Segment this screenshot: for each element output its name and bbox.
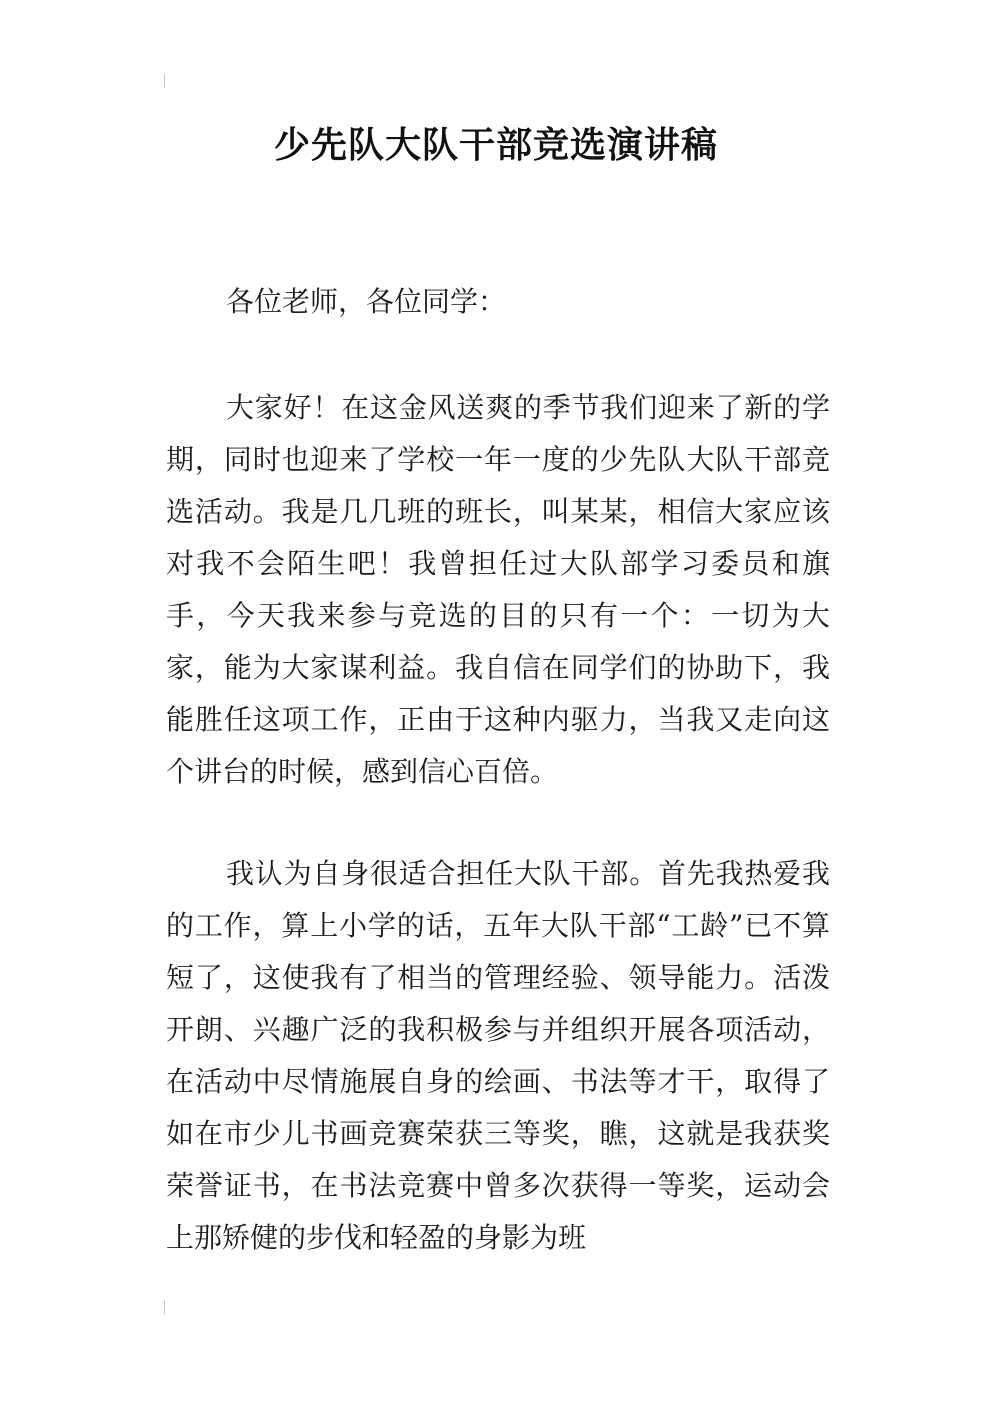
greeting-line: 各位老师，各位同学： <box>226 285 507 318</box>
page-corner-mark-top <box>164 74 165 88</box>
document-title: 少先队大队干部竞选演讲稿 <box>273 125 718 166</box>
paragraph-1: 大家好！在这金风送爽的季节我们迎来了新的学期，同时也迎来了学校一年一度的少先队大队干部竞选活动。我是几几班的班长，叫某某，相信大家应该对我不会陌生吧！我曾担任过大队部学习委员和旗手，今天我来参与竞选的目的只有一个：一切为大家，能为大家谋利益。我自信在同学们的协助下，我能胜任这项工作，正由于这种内驱力，当我又走向这个讲台的时候，感到信心百倍。 <box>166 391 830 788</box>
page-corner-mark-bottom <box>164 1300 165 1314</box>
paragraph-2: 我认为自身很适合担任大队干部。首先我热爱我的工作，算上小学的话，五年大队干部“工龄”已不算短了，这使我有了相当的管理经验、领导能力。活泼开朗、兴趣广泛的我积极参与并组织开展各项活动，在活动中尽情施展自身的绘画、书法等才干，取得了如在市少儿书画竞赛荣获三等奖，瞧，这就是我获奖荣誉证书，在书法竞赛中曾多次获得一等奖，运动会上那矫健的步伐和轻盈的身影为班 <box>166 857 830 1254</box>
